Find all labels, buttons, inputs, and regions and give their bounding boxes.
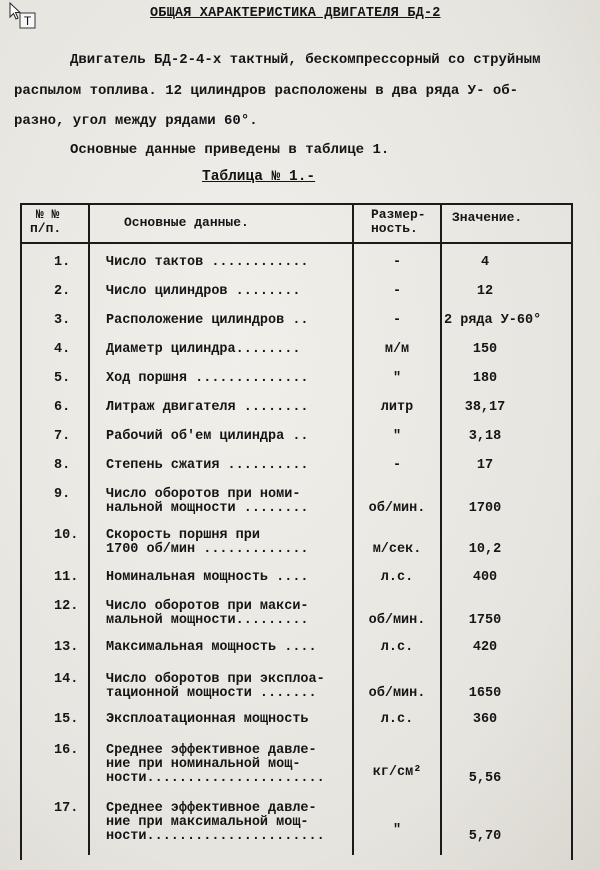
row-parameter-line: Скорость поршня при <box>106 528 260 543</box>
row-number: 3. <box>54 313 71 328</box>
header-num-line2: п/п. <box>30 221 62 236</box>
table-column-divider-1 <box>88 205 90 855</box>
row-number: 15. <box>54 712 79 727</box>
row-parameter-line: Максимальная мощность .... <box>106 640 317 655</box>
row-value: 10,2 <box>468 542 502 557</box>
row-number: 16. <box>54 743 79 758</box>
row-parameter-line: Число оборотов при эксплоа- <box>106 672 325 687</box>
row-unit: - <box>392 284 402 299</box>
row-unit: - <box>392 255 402 270</box>
header-parameter: Основные данные. <box>124 215 249 230</box>
row-number: 12. <box>54 599 79 614</box>
row-number: 10. <box>54 528 79 543</box>
paragraph-line-1: Двигатель БД-2-4-х тактный, бескомпрессорный со струйным <box>70 52 541 68</box>
row-value: 420 <box>472 640 498 655</box>
row-parameter-line: Число цилиндров ........ <box>106 284 301 299</box>
header-unit-line2: ность. <box>371 221 418 236</box>
row-parameter-line: мальной мощности......... <box>106 613 309 628</box>
row-number: 13. <box>54 640 79 655</box>
row-value: 17 <box>476 458 494 473</box>
header-unit-line1: Размер- <box>371 207 426 222</box>
row-value: 1650 <box>468 686 502 701</box>
row-number: 4. <box>54 342 71 357</box>
row-parameter-line: Среднее эффективное давле- <box>106 743 317 758</box>
row-parameter-line: Ход поршня .............. <box>106 371 309 386</box>
row-number: 9. <box>54 487 71 502</box>
row-number: 11. <box>54 570 79 585</box>
row-value: 400 <box>472 570 498 585</box>
row-unit: л.с. <box>380 570 414 585</box>
row-parameter-line: Степень сжатия .......... <box>106 458 309 473</box>
row-parameter-line: Число оборотов при номи- <box>106 487 301 502</box>
header-num-line1: № № <box>36 207 60 222</box>
row-number: 14. <box>54 672 79 687</box>
row-unit: об/мин. <box>368 613 426 628</box>
row-value: 2 ряда У-60° <box>444 313 542 328</box>
row-unit: об/мин. <box>368 686 426 701</box>
row-parameter-line: 1700 об/мин ............. <box>106 542 309 557</box>
row-value: 5,70 <box>468 829 502 844</box>
row-parameter-line: Эксплоатационная мощность <box>106 712 309 727</box>
row-parameter-line: Рабочий об'ем цилиндра .. <box>106 429 309 444</box>
row-parameter-line: Число тактов ............ <box>106 255 309 270</box>
row-value: 4 <box>480 255 490 270</box>
row-value: 38,17 <box>464 400 506 415</box>
svg-text:T: T <box>23 14 32 28</box>
paragraph-intro-table: Основные данные приведены в таблице 1. <box>70 142 390 158</box>
row-value: 150 <box>472 342 498 357</box>
row-unit: " <box>392 429 402 444</box>
row-value: 5,56 <box>468 771 502 786</box>
row-parameter-line: тационной мощности ....... <box>106 686 317 701</box>
row-number: 8. <box>54 458 71 473</box>
row-unit: м/сек. <box>372 542 422 557</box>
row-value: 12 <box>476 284 494 299</box>
row-unit: - <box>392 458 402 473</box>
table-header-separator <box>20 242 572 244</box>
table-caption: Таблица № 1.- <box>202 169 316 185</box>
paragraph-line-2: распылом топлива. 12 цилиндров расположены в два ряда У- об- <box>14 83 519 99</box>
row-parameter-line: Диаметр цилиндра........ <box>106 342 301 357</box>
row-unit: об/мин. <box>368 501 426 516</box>
row-parameter-line: Расположение цилиндров .. <box>106 313 309 328</box>
row-number: 7. <box>54 429 71 444</box>
row-number: 6. <box>54 400 71 415</box>
row-number: 5. <box>54 371 71 386</box>
row-unit: литр <box>380 400 414 415</box>
row-parameter-line: ние при максимальной мощ- <box>106 815 309 830</box>
table-column-divider-2 <box>352 205 354 855</box>
row-number: 2. <box>54 284 71 299</box>
row-unit: " <box>392 371 402 386</box>
table-column-divider-3 <box>440 205 442 855</box>
row-value: 1700 <box>468 501 502 516</box>
row-parameter-line: Номинальная мощность .... <box>106 570 309 585</box>
row-parameter-line: ности...................... <box>106 771 325 786</box>
row-parameter-line: Среднее эффективное давле- <box>106 801 317 816</box>
table-top-border <box>20 203 572 205</box>
paragraph-line-3: разно, угол между рядами 60°. <box>14 113 258 129</box>
row-unit: кг/см² <box>372 765 422 780</box>
row-unit: м/м <box>384 342 410 357</box>
row-value: 3,18 <box>468 429 502 444</box>
row-unit: л.с. <box>380 640 414 655</box>
row-unit: л.с. <box>380 712 414 727</box>
row-value: 360 <box>472 712 498 727</box>
row-parameter-line: Литраж двигателя ........ <box>106 400 309 415</box>
row-number: 17. <box>54 801 79 816</box>
row-unit: " <box>392 823 402 838</box>
row-number: 1. <box>54 255 71 270</box>
table-right-border <box>571 203 573 860</box>
row-value: 180 <box>472 371 498 386</box>
row-value: 1750 <box>468 613 502 628</box>
row-unit: - <box>392 313 402 328</box>
row-parameter-line: ности...................... <box>106 829 325 844</box>
text-cursor-icon <box>8 2 38 32</box>
row-parameter-line: нальной мощности ........ <box>106 501 309 516</box>
document-title: ОБЩАЯ ХАРАКТЕРИСТИКА ДВИГАТЕЛЯ БД-2 <box>150 6 441 21</box>
table-left-border <box>20 203 22 860</box>
row-parameter-line: Число оборотов при макси- <box>106 599 309 614</box>
header-value: Значение. <box>452 210 523 225</box>
row-parameter-line: ние при номинальной мощ- <box>106 757 301 772</box>
